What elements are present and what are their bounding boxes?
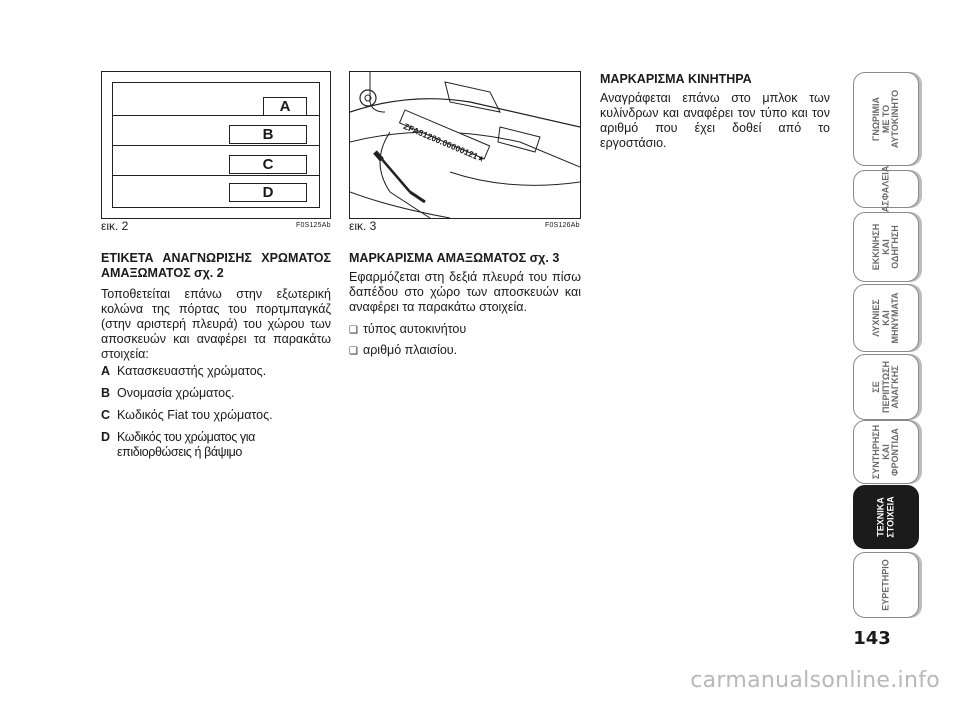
- item-text: Ονομασία χρώματος.: [117, 386, 235, 400]
- body-marking-body: Εφαρμόζεται στη δεξιά πλευρά του πίσω δαπέδου στο χώρο των αποσκευών και αναφέρει τα παρακάτω στοιχεία.: [349, 270, 581, 314]
- tab-label: ΤΕΧΝΙΚΑ ΣΤΟΙΧΕΙΑ: [875, 496, 895, 538]
- tab-safety[interactable]: [853, 165, 919, 213]
- tab-label: ΣΥΝΤΗΡΗΣΗ ΚΑΙ ΦΡΟΝΤΙΔΑ: [870, 424, 900, 480]
- tab-getting-to-know[interactable]: [853, 72, 919, 166]
- figure-3-code: F0S126Ab: [545, 222, 580, 229]
- color-item-c: [101, 408, 331, 423]
- tab-label: ΑΣΦΑΛΕΙΑ: [880, 165, 891, 213]
- page-number: 143: [853, 628, 891, 649]
- engine-marking-heading: ΜΑΡΚΑΡΙΣΜΑ ΚΙΝΗΤΗΡΑ: [600, 72, 752, 86]
- body-item-type: [349, 322, 581, 338]
- tab-label: ΓΝΩΡΙΜΙΑ ΜΕ ΤΟ ΑΥΤΟΚΙΝΗΤΟ: [870, 89, 900, 149]
- letter-d-box: D: [229, 183, 307, 202]
- figure-3-caption: εικ. 3: [349, 219, 377, 233]
- figure-2-code: F0S125Ab: [296, 222, 331, 229]
- color-label-heading: ΕΤΙΚΕΤΑ ΑΝΑΓΝΩΡΙΣΗΣ ΧΡΩΜΑΤΟΣ ΑΜΑΞΩΜΑΤΟΣ σχ. 2: [101, 251, 331, 280]
- item-key: B: [101, 386, 111, 400]
- color-item-d: [101, 430, 331, 460]
- color-item-b: [101, 386, 331, 401]
- bullet-icon: ❑: [349, 325, 358, 336]
- figure-3-body-marking: [349, 71, 581, 219]
- item-key: A: [101, 364, 111, 378]
- tab-starting-driving[interactable]: [853, 212, 919, 282]
- item-text: Κατασκευαστής χρώματος.: [117, 364, 267, 378]
- tab-label: ΛΥΧΝΙΕΣ ΚΑΙ ΜΗΝΥΜΑΤΑ: [870, 292, 900, 344]
- item-key: C: [101, 408, 111, 422]
- letter-c-box: C: [229, 155, 307, 174]
- label-panel: [112, 82, 320, 208]
- label-row-line: [113, 175, 319, 176]
- item-text: αριθμό πλαισίου.: [362, 343, 458, 357]
- tab-index[interactable]: [853, 552, 919, 618]
- tab-technical-data[interactable]: [853, 485, 919, 549]
- item-key: D: [101, 430, 111, 444]
- tab-label: ΕΚΚΙΝΗΣΗ ΚΑΙ ΟΔΗΓΗΣΗ: [870, 223, 900, 271]
- color-item-a: [101, 364, 331, 379]
- bullet-icon: ❑: [349, 346, 358, 357]
- tab-label: ΕΥΡΕΤΗΡΙΟ: [880, 559, 891, 611]
- letter-a-box: A: [263, 97, 307, 116]
- tab-label: ΣΕ ΠΕΡΙΠΤΩΣΗ ΑΝΑΓΚΗΣ: [870, 361, 900, 413]
- vin-plate-text: ZFA31200.00000121★: [402, 121, 487, 165]
- item-text: Κωδικός του χρώματος για επιδιορθώσεις ή βάψιμο: [117, 430, 255, 459]
- engine-marking-body: Αναγράφεται επάνω στο μπλοκ των κυλίνδρων και αναφέρει τον τύπο και τον αριθμό που έχει δοθεί από το εργοστάσιο.: [600, 91, 830, 150]
- watermark: carmanualsonline.info: [690, 668, 940, 693]
- label-row-line: [113, 145, 319, 146]
- letter-b-box: B: [229, 125, 307, 144]
- tab-maintenance[interactable]: [853, 420, 919, 484]
- tab-lights-messages[interactable]: [853, 284, 919, 352]
- item-text: Κωδικός Fiat του χρώματος.: [117, 408, 273, 422]
- body-item-chassis: [349, 343, 581, 359]
- trunk-floor-drawing: [350, 72, 580, 218]
- figure-2-caption: εικ. 2: [101, 219, 129, 233]
- tab-emergency[interactable]: [853, 354, 919, 420]
- color-label-body: Τοποθετείται επάνω στην εξωτερική κολώνα της πόρτας του πορτμπαγκάζ (στην αριστερή πλευρά) του χώρου των αποσκευών και αναφέρει τα παρακάτω στοιχεία:: [101, 287, 331, 361]
- item-text: τύπος αυτοκινήτου: [362, 322, 467, 336]
- figure-2-color-label: [101, 71, 331, 219]
- body-marking-heading: ΜΑΡΚΑΡΙΣΜΑ ΑΜΑΞΩΜΑΤΟΣ σχ. 3: [349, 251, 560, 265]
